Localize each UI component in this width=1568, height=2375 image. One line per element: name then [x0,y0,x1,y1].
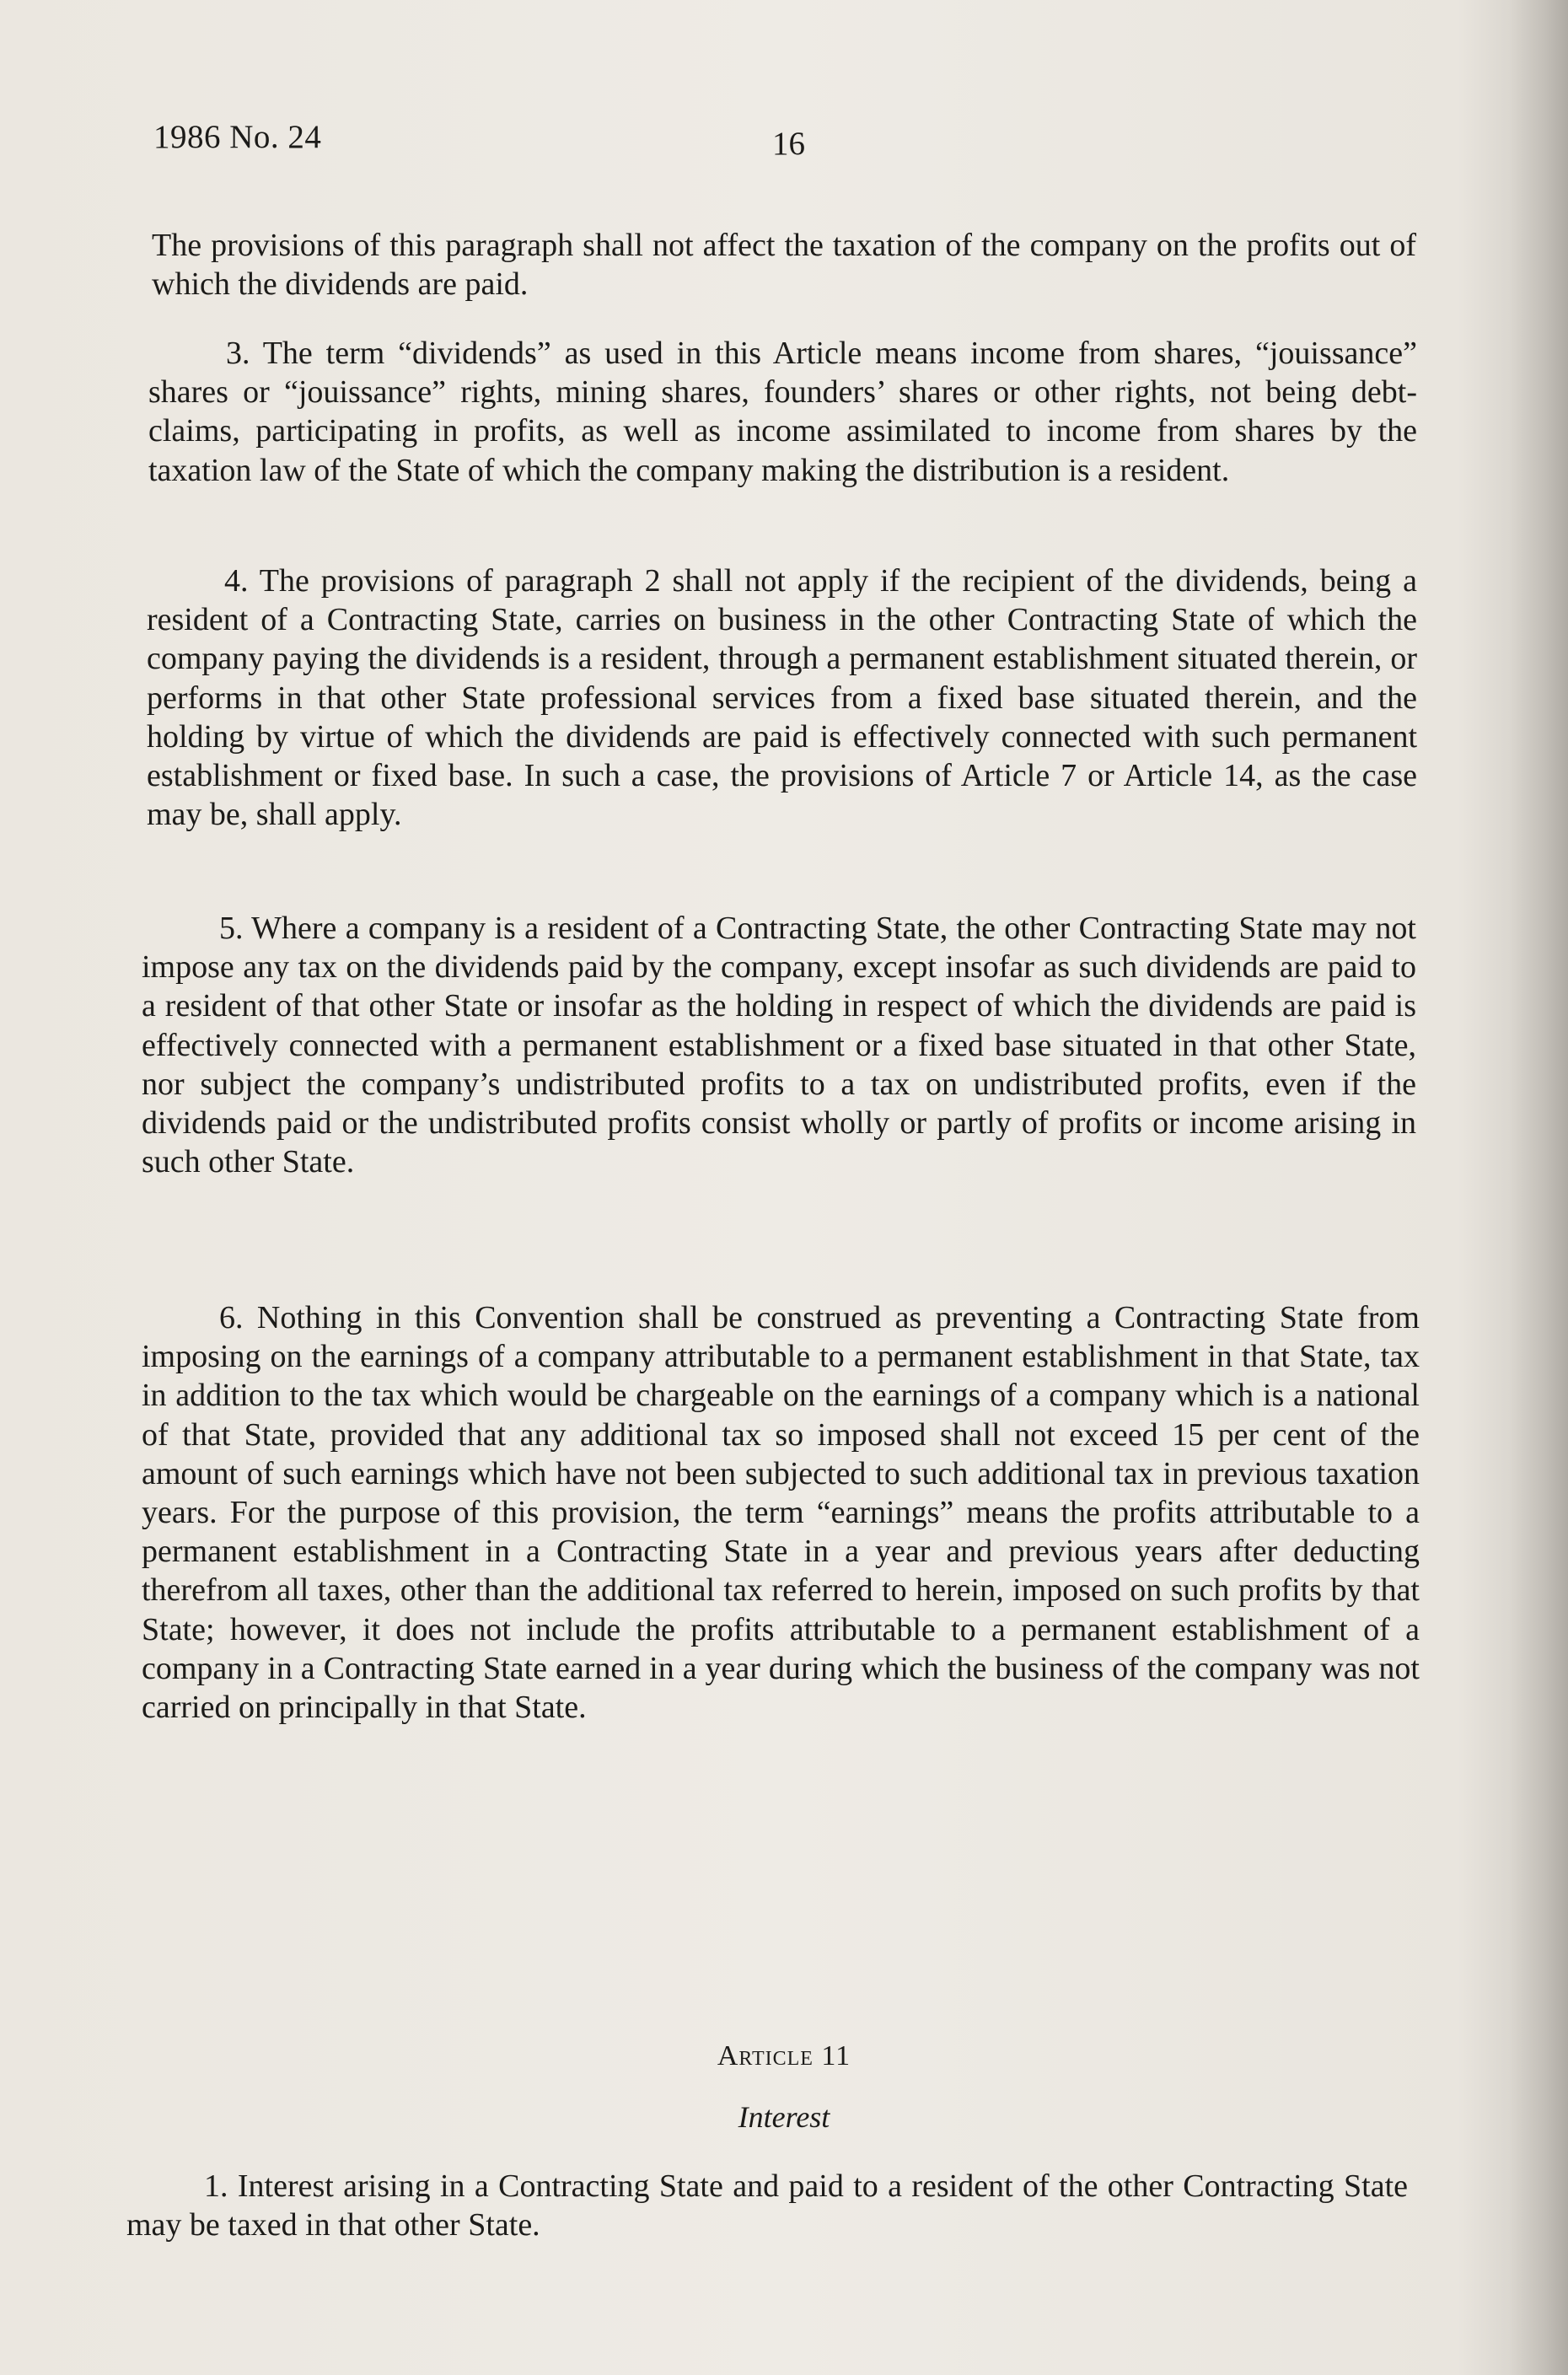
page-edge-shadow [1509,0,1568,2375]
article-11-paragraph-1: 1. Interest arising in a Contracting State and paid to a resident of the other Contracting State may be taxed in that other State. [126,2168,1408,2243]
article-heading-text: Article 11 [717,2040,851,2071]
page-header-year-number: 1986 No. 24 [153,119,322,155]
paragraph-continuation: The provisions of this paragraph shall not affect the taxation of the company on the profits out of which the dividends are paid. [152,228,1416,303]
paragraph-5: 5. Where a company is a resident of a Contracting State, the other Contracting State may not impose any tax on the dividends paid by the company, except insofar as such dividends are paid to a resident of that other State or insofar as the holding in respect of which the dividends are paid is effectively connected with a permanent establishment or a fixed base situated in that other State, nor subject the company’s undistributed profits to a tax on undistributed profits, even if the dividends paid or the undistributed profits consist wholly or partly of profits or income arising in such other State. [142,911,1416,1180]
paragraph-6: 6. Nothing in this Convention shall be construed as preventing a Contracting State from imposing on the earnings of a company attributable to a permanent establishment in that State, tax in addition to the tax which would be chargeable on the earnings of a company which is a national of that State, provided that any additional tax so imposed shall not exceed 15 per cent of the amount of such earnings which have not been subjected to such additional tax in previous taxation years. For the purpose of this provision, the term “earnings” means the profits attributable to a permanent establishment in a Contracting State in a year and previous years after deducting therefrom all taxes, other than the additional tax referred to herein, imposed on such profits by that State; however, it does not include the profits attributable to a permanent establishment of a company in a Contracting State earned in a year during which the business of the company was not carried on principally in that State. [142,1300,1420,1726]
page-number: 16 [772,126,805,162]
article-heading [0,2040,1568,2072]
paragraph-4: 4. The provisions of paragraph 2 shall not apply if the recipient of the dividends, being a resident of a Contracting State, carries on business in the other Contracting State of which the company paying the dividends is a resident, through a permanent establishment situated therein, or performs in that other State professional services from a fixed base situated therein, and the holding by virtue of which the dividends are paid is effectively connected with such permanent establishment or fixed base. In such a case, the provisions of Article 7 or Article 14, as the case may be, shall apply. [147,563,1417,833]
article-subheading: Interest [738,2100,830,2134]
paragraph-3: 3. The term “dividends” as used in this Article means income from shares, “jouissance” shares or “jouissance” rights, mining shares, founders’ shares or other rights, not being debt-claims, participating in profits, as well as income assimilated to income from shares by the taxation law of the State of which the company making the distribution is a resident. [148,336,1417,488]
